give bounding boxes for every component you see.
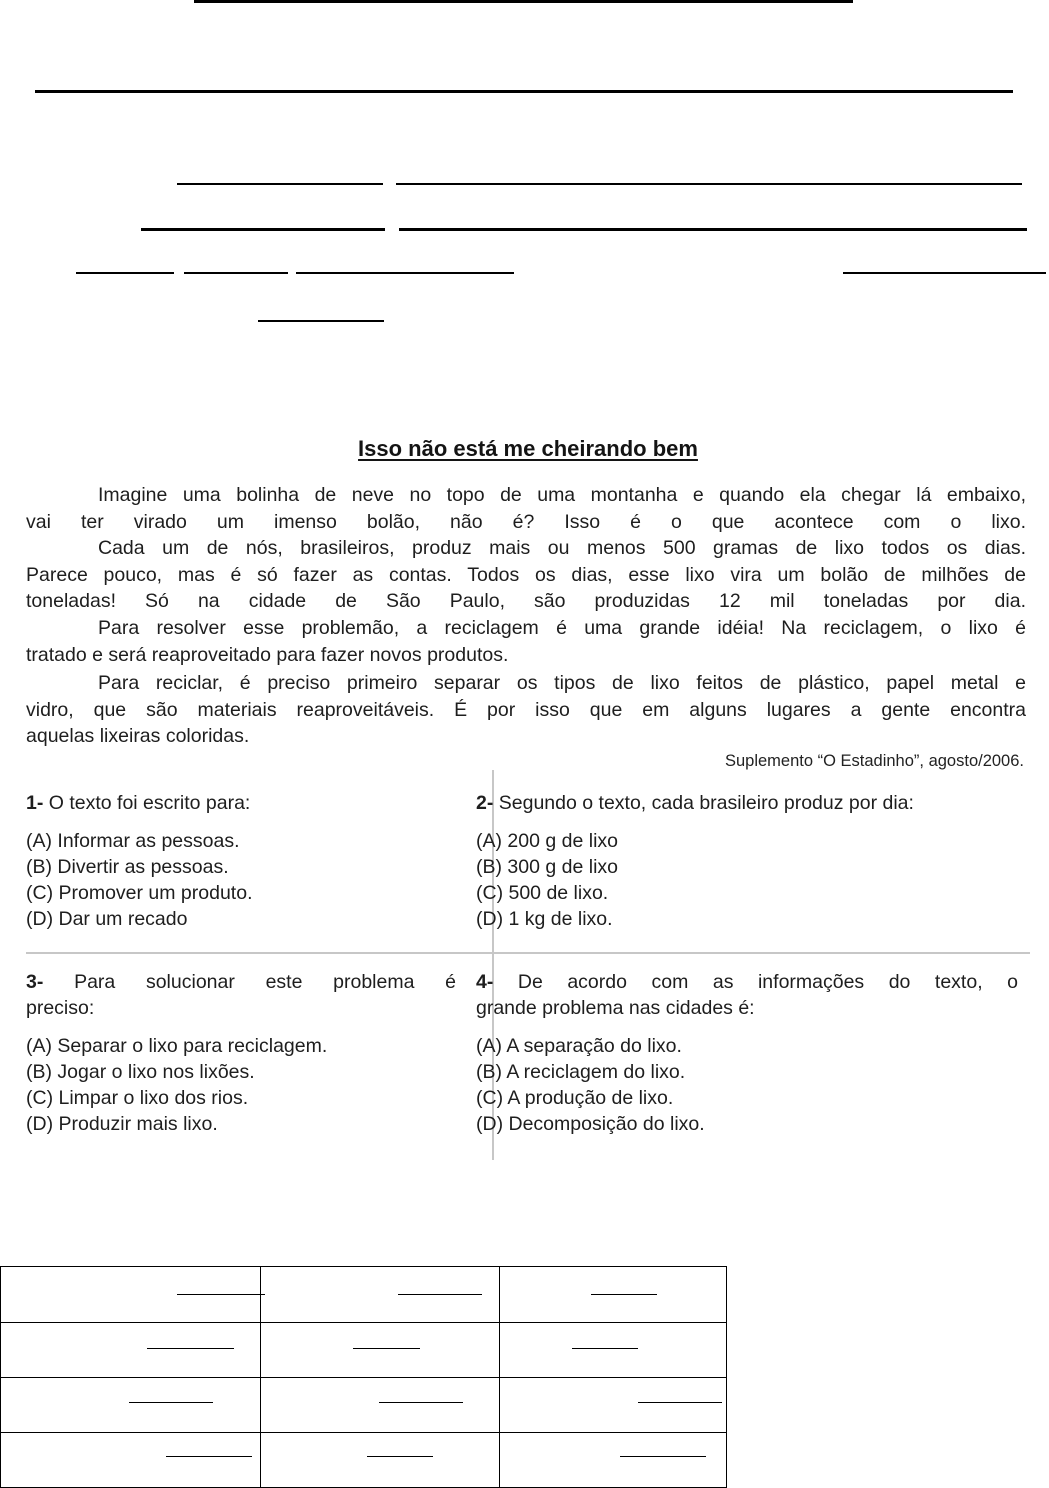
answer-option: (C) 500 de lixo. bbox=[476, 882, 609, 904]
article-line: vidro, que são materiais reaproveitáveis. É por isso que em alguns lugares a gente encontra bbox=[26, 698, 1026, 721]
article-paragraph bbox=[26, 670, 1026, 750]
answer-option: (B) 300 g de lixo bbox=[476, 856, 618, 878]
answer-blank bbox=[367, 1456, 433, 1457]
article-paragraph bbox=[26, 535, 1026, 615]
answer-option: (C) Limpar o lixo dos rios. bbox=[26, 1087, 249, 1109]
answer-table bbox=[0, 1266, 727, 1488]
answer-cell[interactable] bbox=[1, 1378, 261, 1433]
form-blank-line bbox=[843, 272, 1046, 274]
form-blank-line bbox=[177, 183, 383, 185]
answer-blank bbox=[591, 1294, 657, 1295]
question-prompt: preciso: bbox=[26, 997, 95, 1019]
answer-option: (A) A separação do lixo. bbox=[476, 1035, 682, 1057]
article-paragraph bbox=[26, 482, 1026, 535]
answer-cell[interactable] bbox=[260, 1323, 500, 1378]
answer-option: (B) Divertir as pessoas. bbox=[26, 856, 229, 878]
answer-option: (C) Promover um produto. bbox=[26, 882, 253, 904]
article-line: Imagine uma bolinha de neve no topo de uma montanha e quando ela chegar lá embaixo, bbox=[98, 484, 1026, 506]
answer-cell[interactable] bbox=[260, 1267, 500, 1323]
question-4 bbox=[476, 969, 1018, 1137]
answer-blank bbox=[572, 1348, 638, 1349]
answer-blank bbox=[638, 1402, 722, 1403]
question-number: 3- bbox=[26, 971, 44, 993]
question-prompt: 3- Para solucionar este problema é bbox=[26, 971, 456, 993]
answer-option: (D) Produzir mais lixo. bbox=[26, 1113, 218, 1135]
answer-cell[interactable] bbox=[500, 1267, 727, 1323]
answer-blank bbox=[166, 1456, 252, 1457]
article-line: tratado e será reaproveitado para fazer novos produtos. bbox=[26, 643, 509, 666]
answer-option: (B) A reciclagem do lixo. bbox=[476, 1061, 686, 1083]
answer-option: (C) A produção de lixo. bbox=[476, 1087, 674, 1109]
form-blank-line bbox=[258, 320, 384, 322]
answer-option: (A) Informar as pessoas. bbox=[26, 830, 240, 852]
answer-blank bbox=[129, 1402, 213, 1403]
article-title: Isso não está me cheirando bem bbox=[358, 436, 698, 461]
answer-option: (B) Jogar o lixo nos lixões. bbox=[26, 1061, 255, 1083]
article-paragraph bbox=[26, 615, 1026, 668]
question-1 bbox=[26, 790, 466, 932]
answer-option: (D) 1 kg de lixo. bbox=[476, 908, 613, 930]
article-line: Parece pouco, mas é só fazer as contas. Todos os dias, esse lixo vira um bolão de milhões de bbox=[26, 563, 1026, 586]
article-line: aquelas lixeiras coloridas. bbox=[26, 725, 250, 747]
answer-blank bbox=[353, 1348, 420, 1349]
form-blank-line bbox=[184, 272, 288, 274]
question-prompt: 1- O texto foi escrito para: bbox=[26, 792, 251, 814]
article-line: vai ter virado um imenso bolão, não é? Isso é o que acontece com o lixo. bbox=[26, 510, 1026, 533]
answer-cell[interactable] bbox=[500, 1433, 727, 1488]
form-blank-line bbox=[296, 272, 514, 274]
question-prompt: grande problema nas cidades é: bbox=[476, 997, 755, 1019]
form-blank-line bbox=[76, 272, 174, 274]
question-prompt: 4- De acordo com as informações do texto, o bbox=[476, 971, 1018, 993]
answer-cell[interactable] bbox=[1, 1433, 261, 1488]
question-3 bbox=[26, 969, 456, 1137]
header-rule-1 bbox=[194, 0, 853, 3]
article-line: Cada um de nós, brasileiros, produz mais ou menos 500 gramas de lixo todos os dias. bbox=[98, 537, 1026, 559]
question-2 bbox=[476, 790, 1026, 932]
article-source: Suplemento “O Estadinho”, agosto/2006. bbox=[724, 752, 1024, 770]
question-grid-divider-horizontal bbox=[26, 952, 1030, 954]
article-line: Para resolver esse problemão, a reciclagem é uma grande idéia! Na reciclagem, o lixo é bbox=[98, 617, 1026, 639]
question-prompt: 2- Segundo o texto, cada brasileiro produz por dia: bbox=[476, 792, 914, 814]
article-line: Para reciclar, é preciso primeiro separar os tipos de lixo feitos de plástico, papel metal e bbox=[98, 672, 1026, 694]
answer-blank bbox=[398, 1294, 482, 1295]
answer-blank bbox=[147, 1348, 234, 1349]
answer-blank bbox=[177, 1294, 265, 1295]
answer-option: (D) Decomposição do lixo. bbox=[476, 1113, 705, 1135]
answer-cell[interactable] bbox=[1, 1323, 261, 1378]
answer-option: (D) Dar um recado bbox=[26, 908, 188, 930]
answer-blank bbox=[379, 1402, 463, 1403]
article-line: toneladas! Só na cidade de São Paulo, são produzidas 12 mil toneladas por dia. bbox=[26, 590, 1026, 612]
form-blank-line bbox=[399, 228, 1027, 231]
header-rule-2 bbox=[35, 90, 1013, 93]
answer-cell[interactable] bbox=[260, 1378, 500, 1433]
reading-worksheet bbox=[26, 430, 1030, 1162]
question-number: 4- bbox=[476, 971, 494, 993]
question-number: 2- bbox=[476, 792, 494, 814]
question-number: 1- bbox=[26, 792, 44, 814]
answer-option: (A) Separar o lixo para reciclagem. bbox=[26, 1035, 328, 1057]
answer-cell[interactable] bbox=[500, 1378, 727, 1433]
answer-option: (A) 200 g de lixo bbox=[476, 830, 618, 852]
form-blank-line bbox=[141, 228, 385, 231]
answer-cell[interactable] bbox=[1, 1267, 261, 1323]
answer-cell[interactable] bbox=[500, 1323, 727, 1378]
form-blank-line bbox=[396, 183, 1022, 185]
answer-blank bbox=[620, 1456, 706, 1457]
answer-cell[interactable] bbox=[260, 1433, 500, 1488]
